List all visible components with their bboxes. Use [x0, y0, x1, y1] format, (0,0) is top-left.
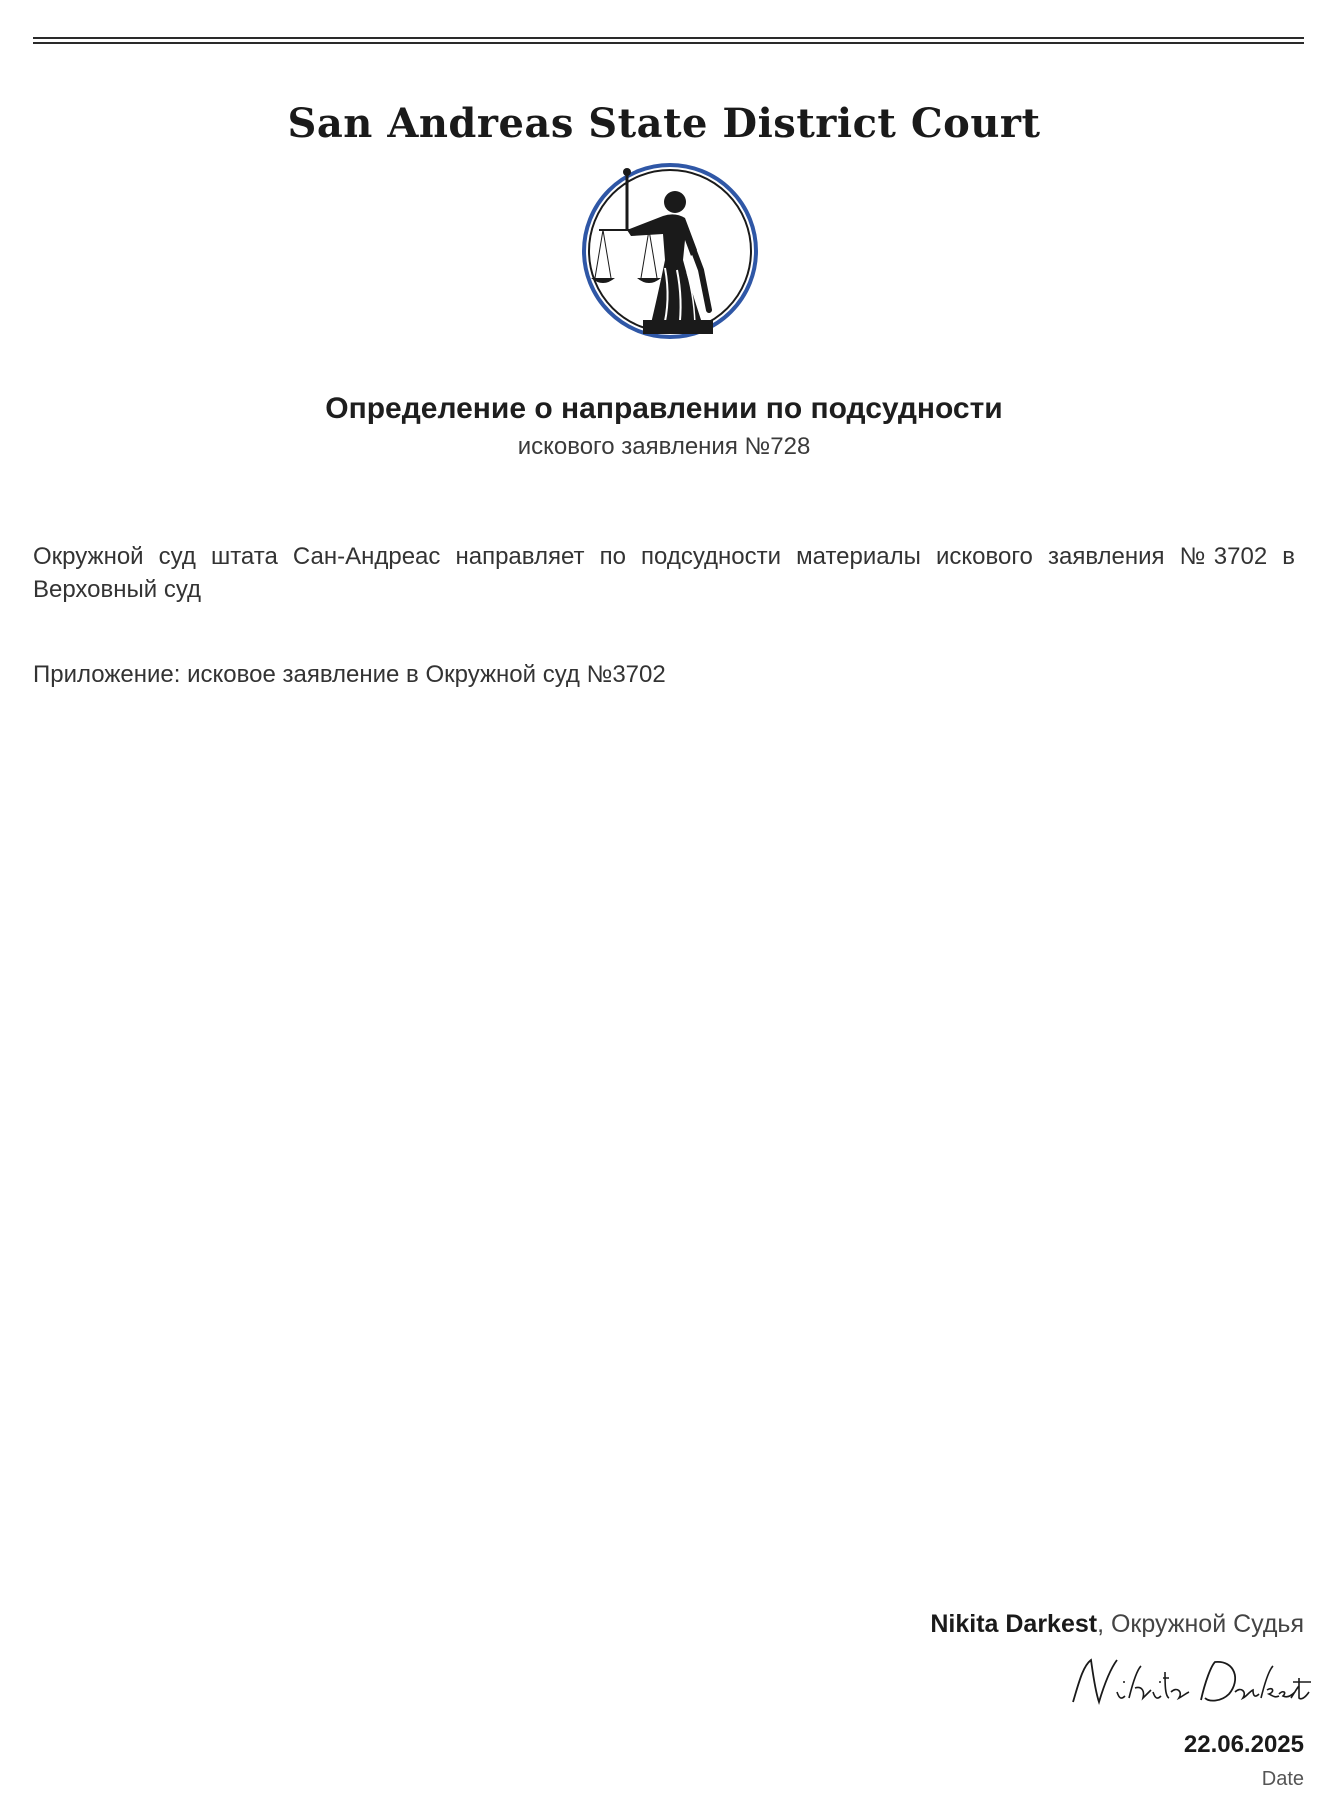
court-name-header: San Andreas State District Court — [287, 100, 1041, 147]
top-rule-lower — [33, 42, 1304, 44]
document-title: Определение о направлении по подсудности — [325, 392, 1003, 425]
signer-role: , Окружной Судья — [1097, 1610, 1304, 1638]
signer-line — [930, 1610, 1304, 1639]
document-subtitle: искового заявления №728 — [517, 433, 811, 460]
handwritten-signature — [1065, 1652, 1315, 1712]
date-label: Date — [1261, 1768, 1304, 1790]
document-attachment: Приложение: исковое заявление в Окружной суд №3702 — [33, 661, 666, 688]
document-date: 22.06.2025 — [1183, 1731, 1304, 1758]
document-body: Окружной суд штата Сан-Андреас направляет по подсудности материалы искового заявления №3702 в Верховный суд — [33, 543, 1295, 603]
top-rule-upper — [33, 37, 1304, 39]
lady-justice-seal-icon — [579, 160, 761, 342]
signer-name: Nikita Darkest — [930, 1610, 1098, 1638]
